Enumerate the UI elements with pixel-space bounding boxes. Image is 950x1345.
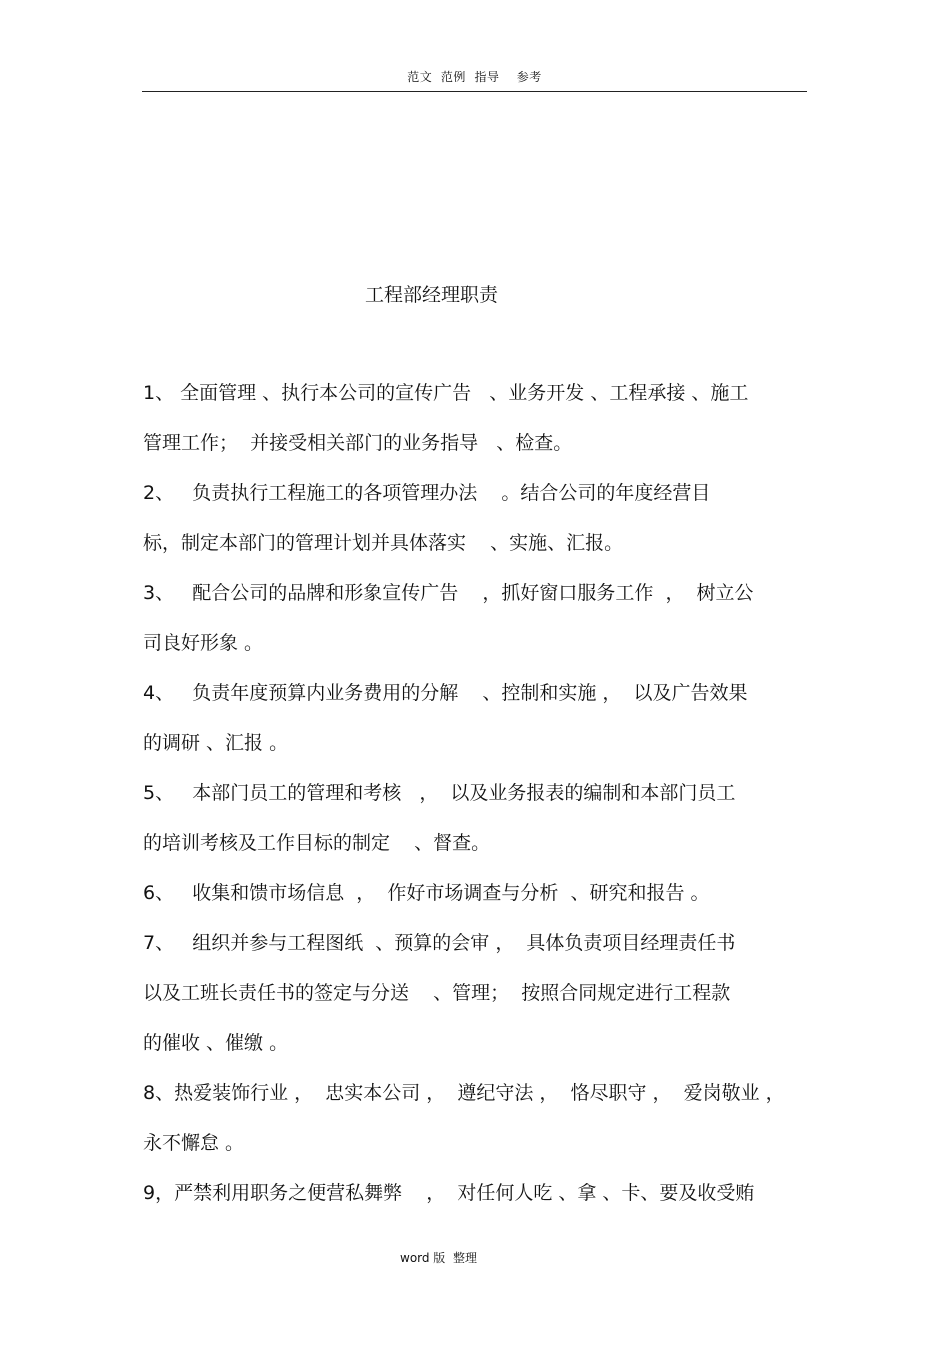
body-line: 的培训考核及工作目标的制定 、督查。 (143, 832, 491, 854)
header-divider (142, 91, 807, 92)
body-line: 7、 组织并参与工程图纸 、预算的会审 ， 具体负责项目经理责任书 (143, 932, 736, 954)
body-line: 8、热爱装饰行业 ， 忠实本公司 ， 遵纪守法 ， 恪尽职守 ， 爱岗敬业 ， (143, 1082, 785, 1104)
document-title: 工程部经理职责 (365, 284, 499, 306)
body-line: 标，制定本部门的管理计划并具体落实 、实施、汇报。 (143, 532, 624, 554)
page-header: 范文 范例 指导 参考 (407, 70, 542, 84)
body-line: 6、 收集和馈市场信息 ， 作好市场调查与分析 、研究和报告 。 (143, 882, 710, 904)
body-line: 管理工作； 并接受相关部门的业务指导 、检查。 (143, 432, 573, 454)
body-line: 4、 负责年度预算内业务费用的分解 、控制和实施 ， 以及广告效果 (143, 682, 748, 704)
body-line: 5、 本部门员工的管理和考核 ， 以及业务报表的编制和本部门员工 (143, 782, 736, 804)
body-line: 3、 配合公司的品牌和形象宣传广告 ，抓好窗口服务工作 ， 树立公 (143, 582, 754, 604)
body-line: 永不懈怠 。 (143, 1132, 245, 1154)
body-line: 司良好形象 。 (143, 632, 264, 654)
body-line: 1、 全面管理 、执行本公司的宣传广告 、业务开发 、工程承接 、施工 (143, 382, 749, 404)
body-line: 9，严禁利用职务之便营私舞弊 ， 对任何人吃 、拿 、卡、要及收受贿 (143, 1182, 755, 1204)
page-footer: word 版 整理 (400, 1251, 477, 1265)
body-line: 以及工班长责任书的签定与分送 、管理； 按照合同规定进行工程款 (143, 982, 731, 1004)
body-line: 的催收 、催缴 。 (143, 1032, 289, 1054)
body-line: 的调研 、汇报 。 (143, 732, 289, 754)
body-line: 2、 负责执行工程施工的各项管理办法 。结合公司的年度经营目 (143, 482, 711, 504)
